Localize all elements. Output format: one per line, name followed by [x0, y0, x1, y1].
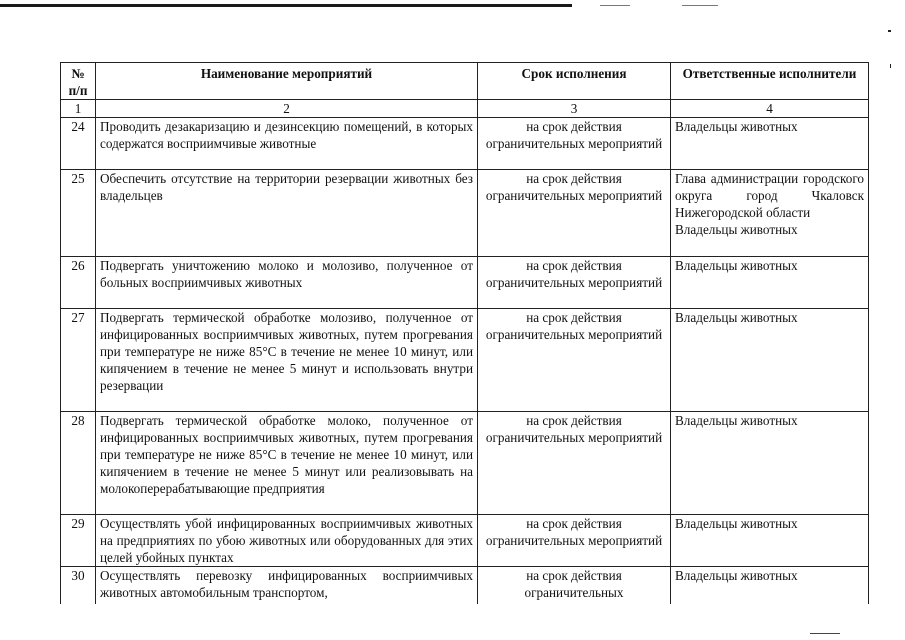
row-number: 28: [61, 412, 96, 515]
measure-responsible: Владельцы животных: [671, 309, 869, 412]
header-name: Наименование мероприятий: [96, 63, 478, 100]
measure-responsible: Владельцы животных: [671, 118, 869, 170]
header-resp: Ответственные исполнители: [671, 63, 869, 100]
scan-artifact: [682, 5, 718, 6]
measure-name: Проводить дезакаризацию и дезинсекцию помещений, в которых содержатся восприимчивые животные: [96, 118, 478, 170]
measure-responsible: Владельцы животных: [671, 567, 869, 607]
row-number: 30: [61, 567, 96, 607]
measure-term: на срок действия ограничительных мероприятий: [478, 309, 671, 412]
measure-name: Обеспечить отсутствие на территории резервации животных без владельцев: [96, 170, 478, 257]
table-row: [61, 118, 869, 170]
scan-artifact: [810, 633, 840, 634]
measure-name: Подвергать термической обработке молоко, полученное от инфицированных восприимчивых животных, путем прогревания при температуре не ниже 85°С в течение не менее 10 минут, или кипячением в течение не менее 5 минут или реализовывать на молокоперерабатывающие предприятия: [96, 412, 478, 515]
table-row: [61, 257, 869, 309]
index-cell: 3: [478, 100, 671, 118]
table-row: [61, 515, 869, 567]
measure-term: на срок действия ограничительных мероприятий: [478, 170, 671, 257]
row-number: 26: [61, 257, 96, 309]
table-row: [61, 309, 869, 412]
measure-term: на срок действия ограничительных мероприятий: [478, 412, 671, 515]
header-num: № п/п: [61, 63, 96, 100]
measure-term: на срок действия ограничительных мероприятий: [478, 257, 671, 309]
measure-responsible: [671, 170, 869, 257]
scan-artifact: [890, 64, 891, 68]
scan-artifact: [600, 5, 630, 6]
column-index-row: [61, 100, 869, 118]
measure-name: Осуществлять перевозку инфицированных восприимчивых животных автомобильным транспортом,: [96, 567, 478, 607]
index-cell: 1: [61, 100, 96, 118]
measure-term: на срок действия ограничительных: [478, 567, 671, 607]
measure-name: Подвергать термической обработке молозиво, полученное от инфицированных восприимчивых животных, путем прогревания при температуре не ниже 85°С в течение не менее 10 минут, или кипячением в течение не менее 5 минут и использовать внутри резервации: [96, 309, 478, 412]
row-number: 27: [61, 309, 96, 412]
measure-name: Осуществлять убой инфицированных восприимчивых животных на предприятиях по убою животных или оборудованных для этих целей убойных пунктах: [96, 515, 478, 567]
index-cell: 2: [96, 100, 478, 118]
row-number: 25: [61, 170, 96, 257]
index-cell: 4: [671, 100, 869, 118]
responsible-head: Глава администрации городского округа город Чкаловск Нижегородской области: [675, 171, 864, 220]
measure-term: на срок действия ограничительных мероприятий: [478, 515, 671, 567]
scan-edge-line: [0, 4, 572, 7]
row-number: 24: [61, 118, 96, 170]
table-row: [61, 412, 869, 515]
measure-responsible: Владельцы животных: [671, 257, 869, 309]
page-bottom-margin: [0, 604, 905, 640]
responsible-owners: Владельцы животных: [675, 222, 798, 237]
measure-responsible: Владельцы животных: [671, 515, 869, 567]
table-row: [61, 567, 869, 607]
measure-name: Подвергать уничтожению молоко и молозиво, полученное от больных восприимчивых животных: [96, 257, 478, 309]
measures-table: [60, 62, 869, 607]
table-row: [61, 170, 869, 257]
measure-responsible: Владельцы животных: [671, 412, 869, 515]
table-header-row: [61, 63, 869, 100]
header-term: Срок исполнения: [478, 63, 671, 100]
row-number: 29: [61, 515, 96, 567]
measure-term: на срок действия ограничительных мероприятий: [478, 118, 671, 170]
scan-artifact: [888, 30, 891, 32]
